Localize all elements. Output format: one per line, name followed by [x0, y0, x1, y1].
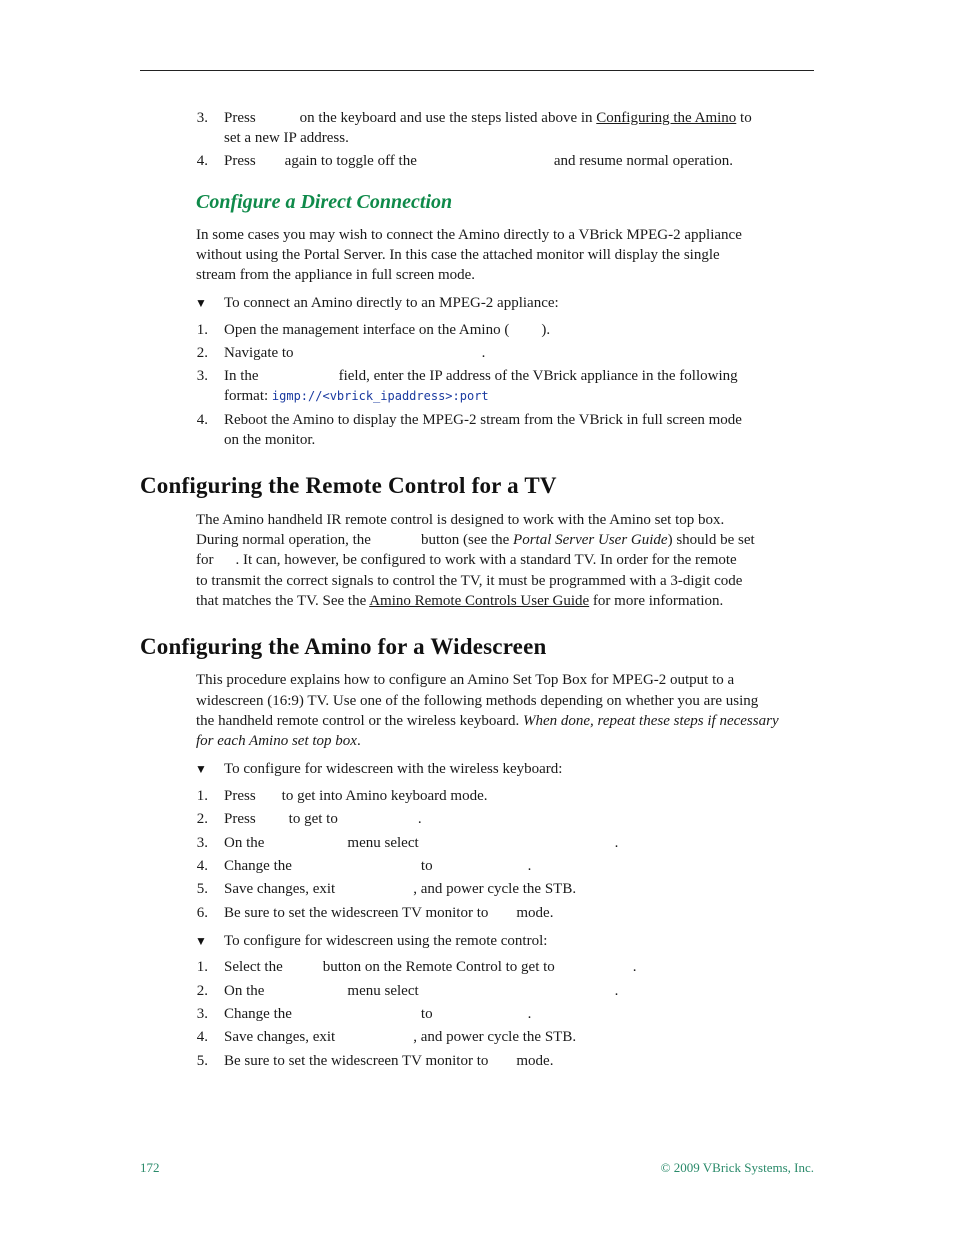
kb-step-5: Save changes, exit , and power cycle the STB.: [224, 881, 577, 897]
direct-step-4: Reboot the Amino to display the MPEG-2 stream from the VBrick in full screen mode: [224, 412, 742, 428]
paragraph-line: for . It can, however, be configured to work with a standard TV. In order for the remote: [196, 552, 737, 568]
paragraph-line: widescreen (16:9) TV. Use one of the following methods depending on whether you are using: [196, 693, 759, 709]
amino-remote-guide-link[interactable]: Amino Remote Controls User Guide: [369, 593, 590, 609]
step-number: 1.: [196, 322, 208, 338]
widescreen-heading: Configuring the Amino for a Widescreen: [140, 634, 547, 659]
direct-step-1: Open the management interface on the Amino ( ).: [224, 322, 551, 338]
igmp-format-code: igmp://<vbrick_ipaddress>:port: [271, 389, 489, 403]
paragraph-line: the handheld remote control or the wireless keyboard. When done, repeat these steps if necessary: [196, 713, 779, 729]
step-number: 2.: [196, 983, 208, 999]
step-number: 3.: [196, 835, 208, 851]
task-heading: To connect an Amino directly to an MPEG-2 appliance:: [224, 295, 559, 311]
step-number: 4.: [196, 412, 208, 428]
rc-step-2: On the menu select .: [224, 983, 619, 999]
rc-step-5: Be sure to set the widescreen TV monitor to mode.: [224, 1053, 554, 1069]
paragraph-line: that matches the TV. See the Amino Remote Controls User Guide for more information.: [196, 593, 724, 609]
step-number: 1.: [196, 788, 208, 804]
kb-step-6: Be sure to set the widescreen TV monitor to mode.: [224, 905, 554, 921]
paragraph-line: without using the Portal Server. In this case the attached monitor will display the single: [196, 247, 720, 263]
task-triangle-icon: ▼: [195, 762, 207, 776]
rc-step-1: Select the button on the Remote Control to get to .: [224, 959, 637, 975]
step-3-continuation: set a new IP address.: [224, 130, 349, 146]
direct-connection-heading: Configure a Direct Connection: [196, 191, 453, 213]
paragraph-line: The Amino handheld IR remote control is designed to work with the Amino set top box.: [196, 512, 725, 528]
kb-step-1: Press to get into Amino keyboard mode.: [224, 788, 488, 804]
header-rule: [140, 70, 814, 71]
paragraph-line: This procedure explains how to configure an Amino Set Top Box for MPEG-2 output to a: [196, 672, 735, 688]
step-number: 4.: [196, 153, 208, 169]
paragraph-line: to transmit the correct signals to control the TV, it must be programmed with a 3-digit code: [196, 573, 743, 589]
paragraph-line: During normal operation, the button (see the Portal Server User Guide) should be set: [196, 532, 755, 548]
direct-step-3: In the field, enter the IP address of the VBrick appliance in the following: [224, 368, 738, 384]
kb-step-3: On the menu select .: [224, 835, 619, 851]
task-heading: To configure for widescreen using the remote control:: [224, 933, 548, 949]
paragraph-line: stream from the appliance in full screen mode.: [196, 267, 476, 283]
task-triangle-icon: ▼: [195, 296, 207, 310]
step-number: 3.: [196, 1006, 208, 1022]
paragraph-line: for each Amino set top box.: [196, 733, 361, 749]
rc-step-4: Save changes, exit , and power cycle the STB.: [224, 1029, 577, 1045]
task-heading: To configure for widescreen with the wireless keyboard:: [224, 761, 563, 777]
step-number: 6.: [196, 905, 208, 921]
kb-step-2: Press to get to .: [224, 811, 422, 827]
step-number: 3.: [196, 110, 208, 126]
step-number: 5.: [196, 881, 208, 897]
step-number: 5.: [196, 1053, 208, 1069]
step-number: 4.: [196, 858, 208, 874]
kb-step-4: Change the to .: [224, 858, 532, 874]
paragraph-line: In some cases you may wish to connect the Amino directly to a VBrick MPEG-2 appliance: [196, 227, 742, 243]
step-number: 4.: [196, 1029, 208, 1045]
rc-step-3: Change the to .: [224, 1006, 532, 1022]
direct-step-2: Navigate to .: [224, 345, 486, 361]
direct-step-3-continuation: format: igmp://<vbrick_ipaddress>:port: [224, 388, 489, 404]
step-number: 3.: [196, 368, 208, 384]
step-number: 1.: [196, 959, 208, 975]
direct-step-4-continuation: on the monitor.: [224, 432, 316, 448]
step-4-text: Press again to toggle off the and resume normal operation.: [224, 153, 733, 169]
step-3-text: Press on the keyboard and use the steps listed above in Configuring the Amino to: [224, 110, 752, 126]
remote-control-heading: Configuring the Remote Control for a TV: [140, 473, 557, 498]
task-triangle-icon: ▼: [195, 934, 207, 948]
configuring-amino-link[interactable]: Configuring the Amino: [596, 110, 737, 126]
step-number: 2.: [196, 811, 208, 827]
step-number: 2.: [196, 345, 208, 361]
copyright: © 2009 VBrick Systems, Inc.: [660, 1160, 814, 1175]
page-number: 172: [140, 1160, 160, 1175]
